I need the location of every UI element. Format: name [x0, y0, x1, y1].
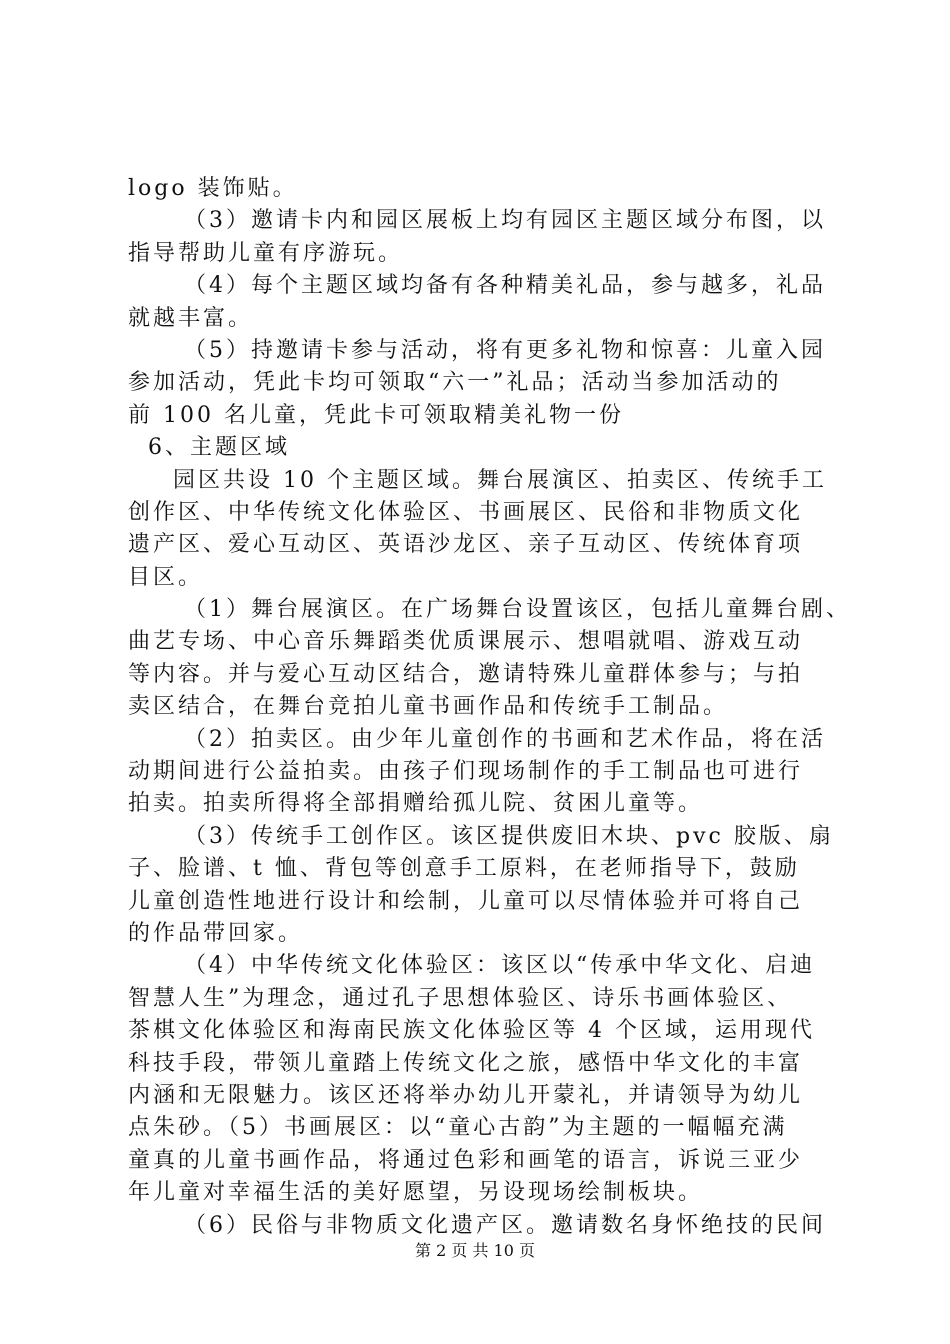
text-line: 目区。 — [128, 564, 204, 590]
text-line: 的作品带回家。 — [128, 920, 304, 946]
text-line: （2）拍卖区。由少年儿童创作的书画和艺术作品，将在活 — [184, 726, 826, 752]
text-line: （4）中华传统文化体验区：该区以“传承中华文化、启迪 — [184, 953, 816, 979]
text-line: 动期间进行公益拍卖。由孩子们现场制作的手工制品也可进行 — [128, 759, 804, 785]
text-line: 童真的儿童书画作品，将通过色彩和画笔的语言，诉说三亚少 — [128, 1147, 804, 1173]
text-line: 参加活动，凭此卡均可领取“六一”礼品；活动当参加活动的 — [128, 370, 782, 396]
text-line: （1）舞台展演区。在广场舞台设置该区，包括儿童舞台剧、 — [184, 597, 851, 623]
text-line: 等内容。并与爱心互动区结合，邀请特殊儿童群体参与；与拍 — [128, 661, 804, 687]
text-line: （6）民俗与非物质文化遗产区。邀请数名身怀绝技的民间 — [184, 1212, 826, 1238]
document-body — [128, 173, 851, 1242]
text-line: 前 100 名儿童，凭此卡可领取精美礼物一份 — [128, 402, 624, 428]
text-line: （3）邀请卡内和园区展板上均有园区主题区域分布图，以 — [184, 208, 826, 234]
text-line: 茶棋文化体验区和海南民族文化体验区等 4 个区域，运用现代 — [128, 1018, 815, 1044]
text-line: 指导帮助儿童有序游玩。 — [128, 240, 404, 266]
text-line: 智慧人生”为理念，通过孔子思想体验区、诗乐书画体验区、 — [128, 985, 793, 1011]
text-line: （3）传统手工创作区。该区提供废旧木块、pvc 胶版、扇 — [184, 823, 834, 849]
text-line: （5）持邀请卡参与活动，将有更多礼物和惊喜：儿童入园 — [184, 337, 826, 363]
text-line: 科技手段，带领儿童踏上传统文化之旅，感悟中华文化的丰富 — [128, 1050, 804, 1076]
text-line: （4）每个主题区域均备有各种精美礼品，参与越多，礼品 — [184, 273, 826, 299]
text-line: 园区共设 10 个主题区域。舞台展演区、拍卖区、传统手工 — [173, 467, 827, 493]
text-line: 就越丰富。 — [128, 305, 254, 331]
text-line: 点朱砂。（5）书画展区：以“童心古韵”为主题的一幅幅充满 — [128, 1115, 788, 1141]
text-line: 年儿童对幸福生活的美好愿望，另设现场绘制板块。 — [128, 1180, 704, 1206]
text-line: 内涵和无限魅力。该区还将举办幼儿开蒙礼，并请领导为幼儿 — [128, 1082, 804, 1108]
text-line: 拍卖。拍卖所得将全部捐赠给孤儿院、贫困儿童等。 — [128, 791, 704, 817]
text-line: 儿童创造性地进行设计和绘制，儿童可以尽情体验并可将自己 — [128, 888, 804, 914]
section-heading: 6、主题区域 — [148, 435, 290, 461]
text-line: logo 装饰贴。 — [128, 176, 298, 201]
text-line: 曲艺专场、中心音乐舞蹈类优质课展示、想唱就唱、游戏互动 — [128, 629, 804, 655]
text-line: 卖区结合，在舞台竞拍儿童书画作品和传统手工制品。 — [128, 694, 729, 720]
text-line: 创作区、中华传统文化体验区、书画展区、民俗和非物质文化 — [128, 499, 804, 525]
page-number-footer: 第 2 页 共 10 页 — [415, 1241, 535, 1260]
text-line: 子、脸谱、t 恤、背包等创意手工原料，在老师指导下，鼓励 — [128, 856, 800, 882]
text-line: 遗产区、爱心互动区、英语沙龙区、亲子互动区、传统体育项 — [128, 532, 804, 558]
